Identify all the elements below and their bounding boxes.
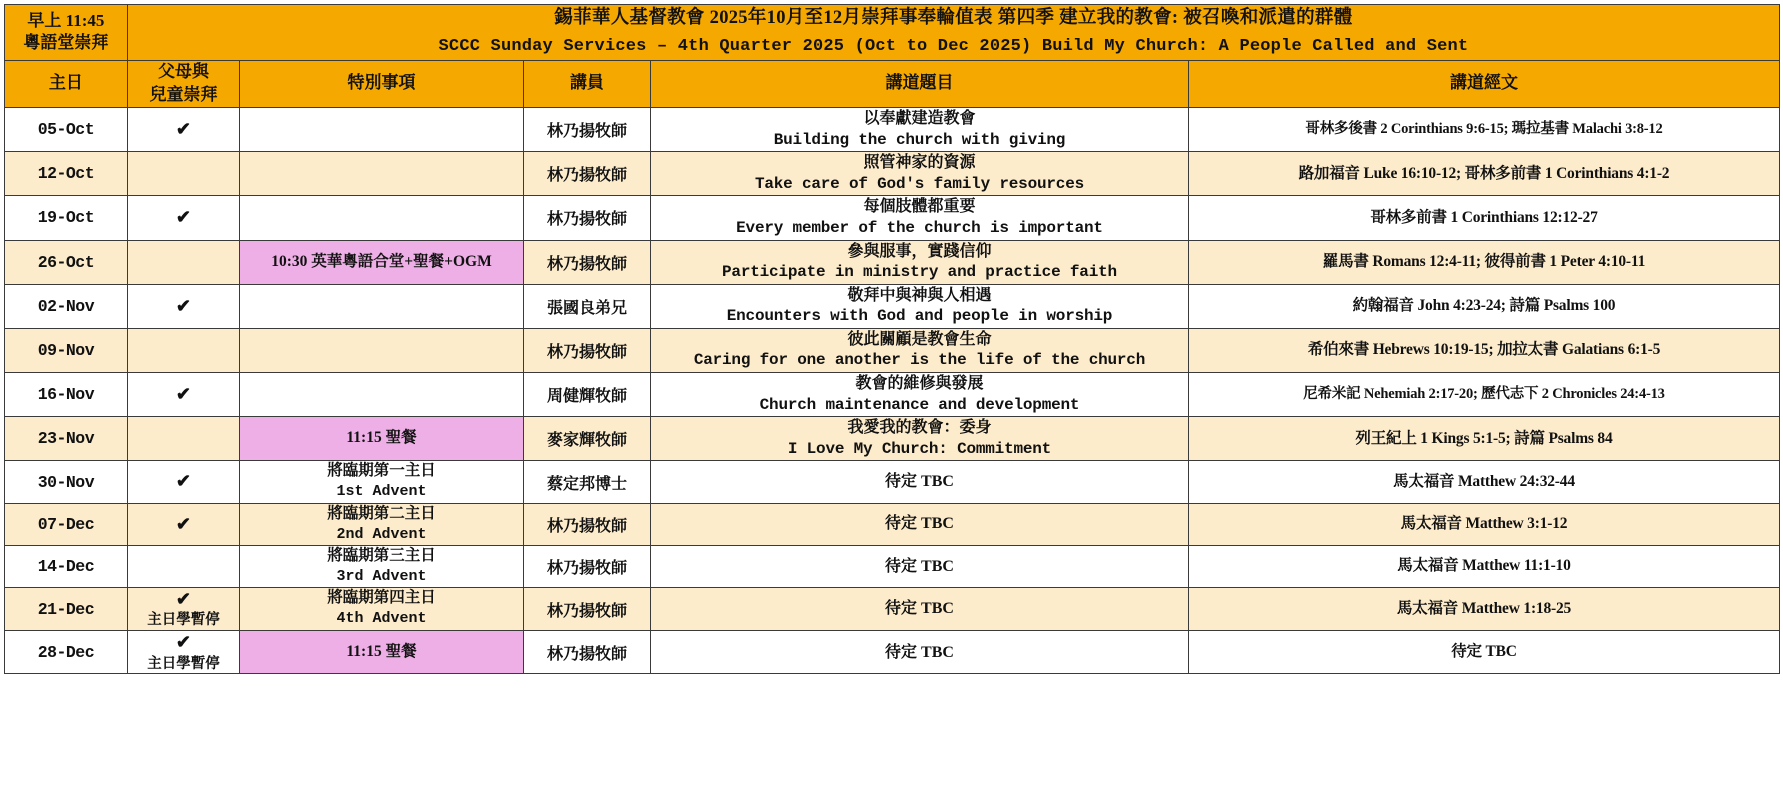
cell-speaker: 林乃揚牧師 — [523, 196, 650, 240]
sermon-topic-tbc: 待定 TBC — [885, 643, 954, 661]
cell-kids-worship — [127, 196, 239, 240]
cell-date: 21-Dec — [5, 587, 128, 630]
table-row — [5, 328, 1780, 372]
cell-scripture: 馬太福音 Matthew 3:1-12 — [1188, 503, 1779, 545]
cell-scripture: 列王紀上 1 Kings 5:1-5; 詩篇 Psalms 84 — [1188, 417, 1779, 461]
cell-scripture: 尼希米記 Nehemiah 2:17-20; 歷代志下 2 Chronicles 24:4-13 — [1188, 373, 1779, 417]
table-row — [5, 284, 1780, 328]
cell-speaker: 麥家輝牧師 — [523, 417, 650, 461]
title-row — [5, 5, 1780, 61]
cell-speaker: 周健輝牧師 — [523, 373, 650, 417]
sermon-topic-en: Take care of God's family resources — [754, 174, 1084, 193]
cell-date: 14-Dec — [5, 545, 128, 587]
cell-sermon-topic — [650, 587, 1188, 630]
sermon-topic-tbc: 待定 TBC — [885, 600, 954, 618]
cell-sermon-topic — [650, 503, 1188, 545]
cell-special-note — [240, 587, 524, 630]
special-note-zh: 將臨期第二主日 — [327, 504, 436, 522]
cell-speaker: 林乃揚牧師 — [523, 587, 650, 630]
column-header-sunday: 主日 — [5, 60, 128, 107]
cell-kids-worship — [127, 240, 239, 284]
cell-kids-worship — [127, 631, 239, 674]
sermon-topic-en: Church maintenance and development — [759, 395, 1080, 414]
check-icon: ✔ — [175, 118, 192, 139]
table-row — [5, 461, 1780, 503]
check-icon: ✔ — [175, 207, 192, 228]
cell-scripture: 馬太福音 Matthew 24:32-44 — [1188, 461, 1779, 503]
special-note-zh: 10:30 英華粵語合堂+聖餐+OGM — [271, 252, 492, 270]
cell-date: 16-Nov — [5, 373, 128, 417]
cell-scripture: 哥林多後書 2 Corinthians 9:6-15; 瑪拉基書 Malachi 3:8-12 — [1188, 107, 1779, 151]
cell-date: 23-Nov — [5, 417, 128, 461]
sermon-topic-zh: 敬拜中與神與人相遇 — [847, 286, 992, 304]
sermon-topic-zh: 以奉獻建造教會 — [863, 109, 976, 127]
cell-kids-worship — [127, 328, 239, 372]
cell-sermon-topic — [650, 545, 1188, 587]
cell-special-note — [240, 196, 524, 240]
sermon-topic-zh: 照管神家的資源 — [863, 154, 976, 172]
sermon-topic-zh: 每個肢體都重要 — [863, 198, 976, 216]
check-icon: ✔ — [175, 632, 192, 653]
column-header-row — [5, 60, 1780, 107]
cell-kids-worship — [127, 545, 239, 587]
sermon-topic-en: Participate in ministry and practice faith — [722, 263, 1117, 282]
column-header-sermon-topic: 講道題目 — [650, 60, 1188, 107]
column-header-kids-line1: 父母與 — [157, 62, 209, 81]
cell-date: 09-Nov — [5, 328, 128, 372]
cell-date: 05-Oct — [5, 107, 128, 151]
cell-special-note — [240, 545, 524, 587]
sheet-title-en: SCCC Sunday Services – 4th Quarter 2025 (Oct to Dec 2025) Build My Church: A People Called and Sent — [438, 36, 1469, 56]
sermon-topic-zh: 教會的維修與發展 — [855, 375, 984, 393]
cell-speaker: 蔡定邦博士 — [523, 461, 650, 503]
sermon-topic-en: Encounters with God and people in worship — [726, 307, 1113, 326]
cell-sermon-topic — [650, 196, 1188, 240]
cell-special-note — [240, 417, 524, 461]
sermon-topic-en: I Love My Church: Commitment — [787, 439, 1052, 458]
column-header-special: 特別事項 — [240, 60, 524, 107]
cell-date: 12-Oct — [5, 152, 128, 196]
cell-sermon-topic — [650, 461, 1188, 503]
sheet-title-zh: 錫菲華人基督教會 2025年10月至12月崇拜事奉輪值表 第四季 建立我的教會: 被召喚和派遣的群體 — [554, 8, 1353, 28]
cell-kids-worship — [127, 152, 239, 196]
sermon-topic-zh: 彼此關顧是教會生命 — [847, 330, 992, 348]
column-header-speaker: 講員 — [523, 60, 650, 107]
special-note-zh: 將臨期第四主日 — [327, 589, 436, 607]
cell-scripture: 馬太福音 Matthew 1:18-25 — [1188, 587, 1779, 630]
service-schedule-table — [4, 4, 1780, 674]
table-row — [5, 503, 1780, 545]
cell-sermon-topic — [650, 417, 1188, 461]
cell-speaker: 林乃揚牧師 — [523, 503, 650, 545]
cell-sermon-topic — [650, 240, 1188, 284]
cell-kids-worship — [127, 587, 239, 630]
sheet-title-cell — [127, 5, 1779, 61]
cell-speaker: 林乃揚牧師 — [523, 545, 650, 587]
cell-speaker: 林乃揚牧師 — [523, 631, 650, 674]
cell-date: 02-Nov — [5, 284, 128, 328]
special-note-en: 4th Advent — [336, 610, 427, 628]
cell-special-note — [240, 240, 524, 284]
cell-special-note — [240, 152, 524, 196]
cell-date: 19-Oct — [5, 196, 128, 240]
column-header-kids-worship — [127, 60, 239, 107]
cell-special-note — [240, 328, 524, 372]
sermon-topic-en: Building the church with giving — [773, 130, 1066, 149]
cell-scripture: 路加福音 Luke 16:10-12; 哥林多前書 1 Corinthians 4:1-2 — [1188, 152, 1779, 196]
sermon-topic-tbc: 待定 TBC — [885, 557, 954, 575]
service-time-cell — [5, 5, 128, 61]
kids-worship-note: 主日學暫停 — [147, 655, 220, 672]
cell-sermon-topic — [650, 373, 1188, 417]
sermon-topic-en: Every member of the church is important — [736, 218, 1103, 237]
check-icon: ✔ — [175, 513, 192, 534]
cell-special-note — [240, 461, 524, 503]
cell-kids-worship — [127, 107, 239, 151]
cell-date: 30-Nov — [5, 461, 128, 503]
table-row — [5, 196, 1780, 240]
cell-kids-worship — [127, 461, 239, 503]
service-time-line2: 粵語堂崇拜 — [23, 33, 109, 53]
sermon-topic-en: Caring for one another is the life of the church — [693, 351, 1146, 370]
table-row — [5, 152, 1780, 196]
cell-kids-worship — [127, 284, 239, 328]
cell-scripture: 待定 TBC — [1188, 631, 1779, 674]
special-note-zh: 將臨期第三主日 — [327, 546, 436, 564]
schedule-body — [5, 107, 1780, 673]
column-header-scripture: 講道經文 — [1188, 60, 1779, 107]
cell-kids-worship — [127, 503, 239, 545]
cell-date: 26-Oct — [5, 240, 128, 284]
cell-speaker: 林乃揚牧師 — [523, 107, 650, 151]
cell-speaker: 林乃揚牧師 — [523, 240, 650, 284]
cell-special-note — [240, 631, 524, 674]
cell-scripture: 哥林多前書 1 Corinthians 12:12-27 — [1188, 196, 1779, 240]
special-note-zh: 11:15 聖餐 — [346, 429, 417, 447]
cell-sermon-topic — [650, 631, 1188, 674]
check-icon: ✔ — [175, 588, 192, 609]
cell-date: 28-Dec — [5, 631, 128, 674]
check-icon: ✔ — [175, 295, 192, 316]
cell-special-note — [240, 503, 524, 545]
special-note-zh: 將臨期第一主日 — [327, 462, 436, 480]
sermon-topic-tbc: 待定 TBC — [885, 515, 954, 533]
table-row — [5, 417, 1780, 461]
cell-sermon-topic — [650, 152, 1188, 196]
cell-kids-worship — [127, 417, 239, 461]
cell-sermon-topic — [650, 107, 1188, 151]
check-icon: ✔ — [175, 471, 192, 492]
sermon-topic-zh: 參與服事，實踐信仰 — [847, 242, 992, 260]
table-row — [5, 107, 1780, 151]
table-row — [5, 587, 1780, 630]
cell-sermon-topic — [650, 328, 1188, 372]
special-note-en: 1st Advent — [336, 483, 427, 501]
cell-scripture: 希伯來書 Hebrews 10:19-15; 加拉太書 Galatians 6:1-5 — [1188, 328, 1779, 372]
table-row — [5, 545, 1780, 587]
cell-sermon-topic — [650, 284, 1188, 328]
cell-speaker: 林乃揚牧師 — [523, 152, 650, 196]
kids-worship-note: 主日學暫停 — [147, 612, 220, 629]
check-icon: ✔ — [175, 383, 192, 404]
table-row — [5, 373, 1780, 417]
schedule-sheet — [0, 4, 1783, 797]
service-time-line1: 早上 11:45 — [27, 10, 105, 30]
special-note-en: 3rd Advent — [336, 567, 427, 585]
cell-kids-worship — [127, 373, 239, 417]
cell-date: 07-Dec — [5, 503, 128, 545]
special-note-en: 2nd Advent — [336, 525, 427, 543]
cell-special-note — [240, 373, 524, 417]
table-row — [5, 240, 1780, 284]
column-header-kids-line2: 兒童崇拜 — [149, 84, 218, 104]
cell-special-note — [240, 284, 524, 328]
cell-scripture: 約翰福音 John 4:23-24; 詩篇 Psalms 100 — [1188, 284, 1779, 328]
cell-speaker: 張國良弟兄 — [523, 284, 650, 328]
cell-scripture: 馬太福音 Matthew 11:1-10 — [1188, 545, 1779, 587]
special-note-zh: 11:15 聖餐 — [346, 642, 417, 660]
table-row — [5, 631, 1780, 674]
cell-speaker: 林乃揚牧師 — [523, 328, 650, 372]
sermon-topic-tbc: 待定 TBC — [885, 473, 954, 491]
cell-scripture: 羅馬書 Romans 12:4-11; 彼得前書 1 Peter 4:10-11 — [1188, 240, 1779, 284]
cell-special-note — [240, 107, 524, 151]
sermon-topic-zh: 我愛我的教會：委身 — [847, 419, 992, 437]
